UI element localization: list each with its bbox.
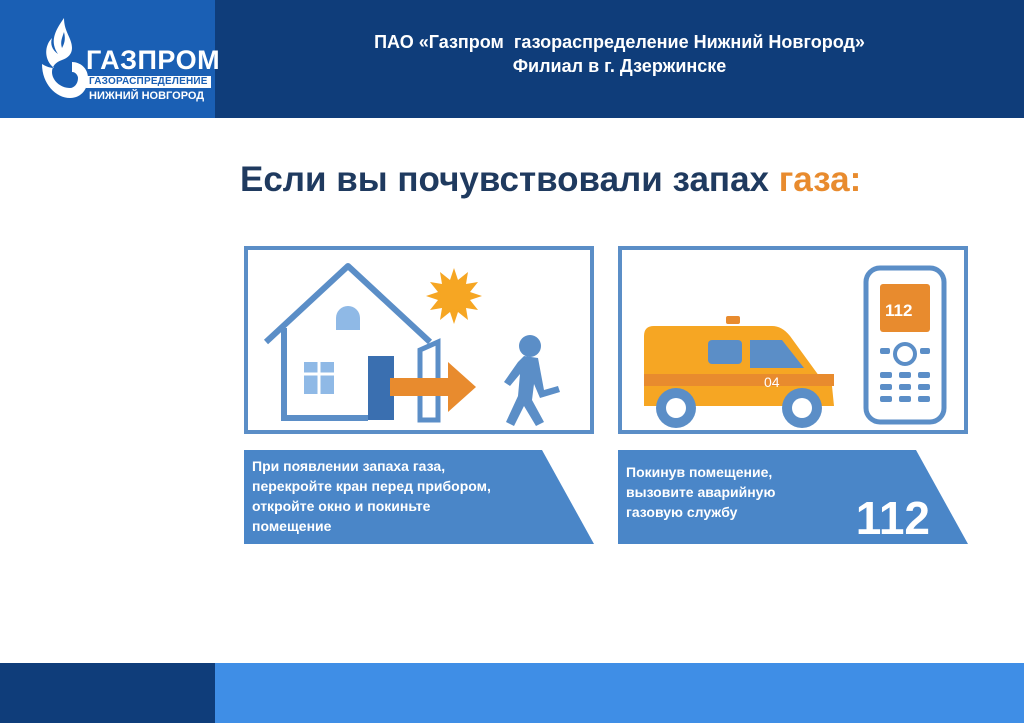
branch-name: Филиал в г. Дзержинске [512, 56, 727, 76]
title-accent: газа: [778, 160, 862, 199]
caption-right-line-2: вызовите аварийную [626, 484, 776, 500]
caption-call-service [618, 450, 968, 544]
caption-left-line-2: перекройте кран перед прибором, [252, 478, 491, 494]
company-name: ПАО «Газпром газораспределение Нижний Новгород» [374, 32, 865, 52]
caption-left-text [252, 456, 491, 536]
caption-left-line-4: помещение [252, 518, 332, 534]
sun-icon [426, 268, 482, 324]
title-main: Если вы почувствовали запах [240, 160, 779, 199]
emergency-number: 112 [855, 492, 930, 544]
logo-name: ГАЗПРОМ [86, 45, 221, 75]
house-illustration [248, 250, 590, 430]
exit-arrow-icon [390, 362, 476, 412]
van-number: 04 [764, 374, 780, 390]
page-title [240, 160, 1000, 200]
emergency-van-icon [644, 316, 834, 428]
logo-subtitle: ГАЗОРАСПРЕДЕЛЕНИЕ [86, 76, 211, 88]
footer-right-block [215, 663, 1024, 723]
caption-right-line-1: Покинув помещение, [626, 464, 773, 480]
panel-leave-room [244, 246, 594, 434]
flame-logo-icon [36, 14, 92, 104]
house-icon [266, 266, 438, 420]
footer-left-block [0, 663, 215, 723]
walking-person-icon [504, 335, 560, 426]
emergency-illustration [622, 250, 964, 430]
header-text [215, 30, 1024, 78]
caption-leave-room [244, 450, 594, 544]
caption-right-text [626, 462, 775, 522]
caption-left-line-1: При появлении запаха газа, [252, 458, 446, 474]
caption-right-line-3: газовую службу [626, 504, 738, 520]
mobile-phone-icon [866, 268, 944, 422]
logo-region: НИЖНИЙ НОВГОРОД [89, 90, 205, 102]
header-divider [0, 118, 1024, 122]
phone-screen-number: 112 [885, 301, 913, 320]
caption-left-line-3: откройте окно и покиньте [252, 498, 431, 514]
gazprom-logo [36, 14, 221, 106]
panel-call-service [618, 246, 968, 434]
